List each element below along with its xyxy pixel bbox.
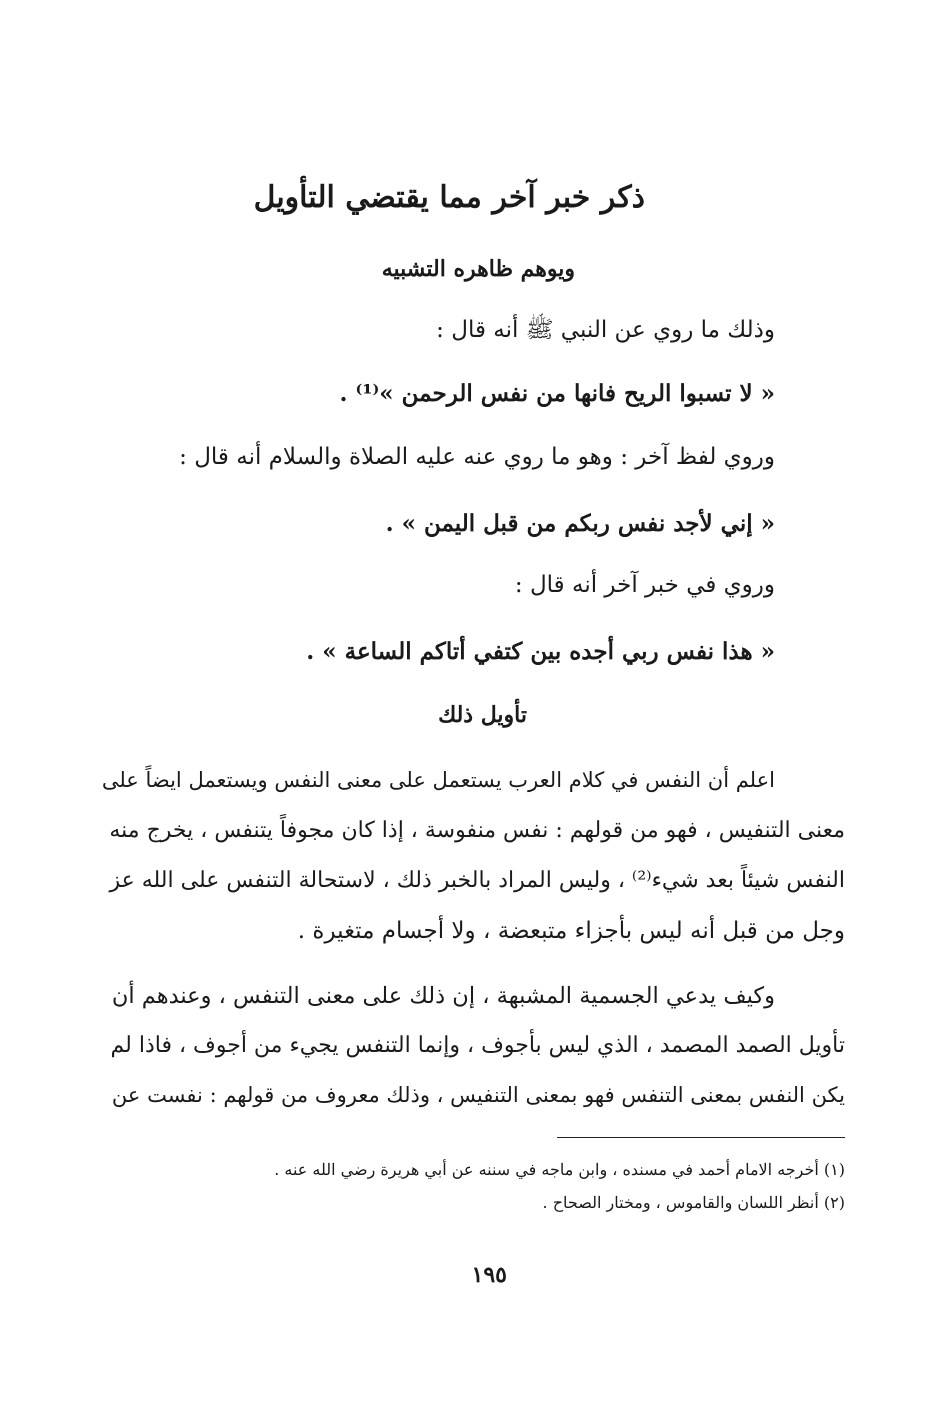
paragraph-1-line-4: وجل من قبل أنه ليس بأجزاء متبعضة ، ولا أجسام متغيرة . xyxy=(297,918,845,944)
paragraph-1-line-2: معنى التنفيس ، فهو من قولهم : نفس منفوسة ، إذا كان مجوفاً يتنفس ، يخرج منه xyxy=(109,818,845,843)
paragraph-2-line-3: يكن النفس بمعنى التنفس فهو بمعنى التنفيس ، وذلك معروف من قولهم : نفست عن xyxy=(111,1083,845,1107)
paragraph-1-line-3: النفس شيئاً بعد شيء⁽²⁾ ، وليس المراد بالخبر ذلك ، لاستحالة التنفس على الله عز xyxy=(109,868,845,893)
hadith-quote-3: « هذا نفس ربي أجده بين كتفي أتاكم الساعة » . xyxy=(306,638,775,665)
paragraph-2-line-2: تأويل الصمد المصمد ، الذي ليس بأجوف ، وإنما التنفس يجيء من أجوف ، فاذا لم xyxy=(110,1033,845,1058)
intro-line-3: وروي في خبر آخر أنه قال : xyxy=(514,572,775,598)
chapter-subheading: ويوهم ظاهره التشبيه xyxy=(381,256,575,282)
hadith-quote-1: « لا تسبوا الريح فانها من نفس الرحمن »⁽¹⁾ . xyxy=(339,380,775,407)
chapter-heading: ذكر خبر آخر مما يقتضي التأويل xyxy=(253,180,645,215)
footnote-2: (٢) أنظر اللسان والقاموس ، ومختار الصحاح . xyxy=(542,1193,845,1212)
paragraph-2-line-1: وكيف يدعي الجسمية المشبهة ، إن ذلك على معنى التنفس ، وعندهم أن xyxy=(111,983,775,1009)
section-heading: تأويل ذلك xyxy=(438,702,527,728)
footnote-1: (١) أخرجه الامام أحمد في مسنده ، وابن ماجه في سننه عن أبي هريرة رضي الله عنه . xyxy=(274,1160,845,1179)
paragraph-1-line-1: اعلم أن النفس في كلام العرب يستعمل على معنى النفس ويستعمل ايضاً على xyxy=(101,768,775,792)
footnote-divider xyxy=(557,1137,845,1138)
hadith-quote-2: « إني لأجد نفس ربكم من قبل اليمن » . xyxy=(385,510,775,537)
page-number: ١٩٥ xyxy=(471,1262,507,1288)
intro-line-2: وروي لفظ آخر : وهو ما روي عنه عليه الصلاة والسلام أنه قال : xyxy=(179,444,775,470)
intro-line-1: وذلك ما روي عن النبي ﷺ أنه قال : xyxy=(436,317,775,343)
